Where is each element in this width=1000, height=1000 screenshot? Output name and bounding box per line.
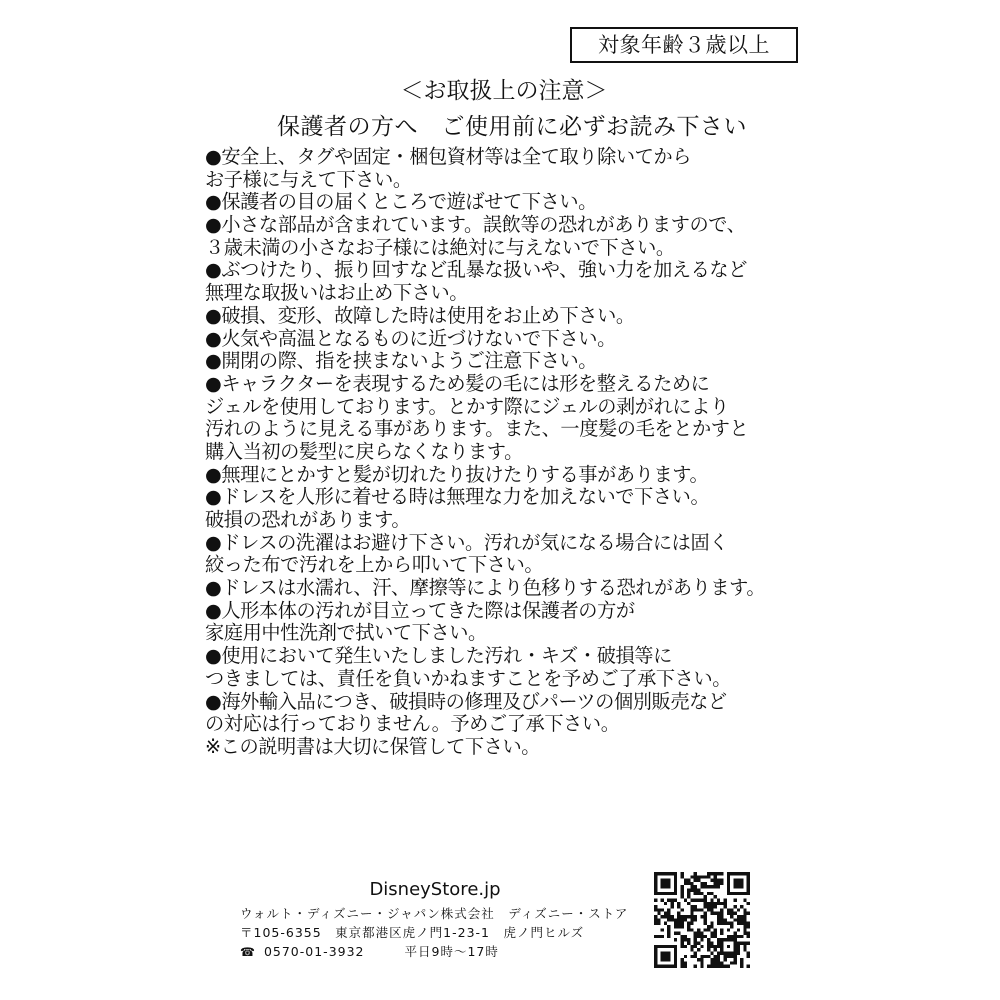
caution-line: ●火気や高温となるものに近づけないで下さい。 [205, 326, 616, 350]
caution-line: お子様に与えて下さい。 [205, 167, 412, 191]
caution-line: ※この説明書は大切に保管して下さい。 [205, 734, 541, 758]
caution-line: つきましては、責任を負いかねますことを予めご了承下さい。 [205, 666, 732, 690]
caution-line: ●小さな部品が含まれています。誤飲等の恐れがありますので、 [205, 213, 746, 237]
caution-line: ●ドレスは水濡れ、汗、摩擦等により色移りする恐れがあります。 [205, 576, 766, 600]
contact-line [240, 942, 650, 962]
caution-line: ジェルを使用しております。とかす際にジェルの剥がれにより [205, 394, 729, 418]
caution-line: 汚れのように見える事があります。また、一度髪の毛をとかすと [205, 417, 749, 441]
caution-line: 家庭用中性洗剤で拭いて下さい。 [205, 621, 487, 645]
caution-line: ３歳未満の小さなお子様には絶対に与えないで下さい。 [205, 235, 675, 259]
caution-line: ●使用において発生いたしました汚れ・キズ・破損等に [205, 644, 672, 668]
footer [240, 876, 650, 962]
company-name: ウォルト・ディズニー・ジャパン株式会社 ディズニー・ストア [240, 906, 629, 921]
caution-line: ●人形本体の汚れが目立ってきた際は保護者の方が [205, 598, 635, 622]
caution-list [205, 146, 815, 759]
notice-subtitle: 保護者の方へ ご使用前に必ずお読み下さい [277, 114, 747, 140]
qr-code-icon [654, 872, 750, 968]
business-hours: 平日9時～17時 [404, 944, 499, 959]
caution-line: ●海外輸入品につき、破損時の修理及びパーツの個別販売など [205, 689, 727, 713]
caution-line: ●ドレスの洗濯はお避け下さい。汚れが気になる場合には固く [205, 530, 729, 554]
caution-line: ●破損、変形、故障した時は使用をお止め下さい。 [205, 303, 635, 327]
notice-title: ＜お取扱上の注意＞ [400, 78, 608, 104]
caution-line: 破損の恐れがあります。 [205, 508, 411, 531]
caution-line: ●開閉の際、指を挟まないようご注意下さい。 [205, 349, 598, 373]
caution-line: の対応は行っておりません。予めご了承下さい。 [205, 712, 620, 736]
caution-line: ●ドレスを人形に着せる時は無理な力を加えないで下さい。 [205, 485, 710, 509]
phone-icon: ☎ [240, 945, 256, 959]
company-address: 〒105-6355 東京都港区虎ノ門1-23-1 虎ノ門ヒルズ [240, 925, 585, 940]
age-badge: 対象年齢３歳以上 [570, 27, 798, 63]
caution-line: ●安全上、タグや固定・梱包資材等は全て取り除いてから [205, 145, 692, 168]
caution-line: 無理な取扱いはお止め下さい。 [205, 281, 469, 305]
caution-line: 購入当初の髪型に戻らなくなります。 [205, 439, 523, 463]
caution-line: ●ぶつけたり、振り回すなど乱暴な扱いや、強い力を加えるなど [205, 258, 748, 282]
caution-line: ●キャラクターを表現するため髪の毛には形を整えるために [205, 371, 710, 395]
caution-line: 絞った布で汚れを上から叩いて下さい。 [205, 553, 544, 577]
caution-line: ●保護者の目の届くところで遊ばせて下さい。 [205, 190, 597, 214]
phone-number: 0570-01-3932 [263, 944, 365, 959]
site-url: DisneyStore.jp [369, 879, 501, 900]
caution-line: ●無理にとかすと髪が切れたり抜けたりする事があります。 [205, 462, 709, 486]
